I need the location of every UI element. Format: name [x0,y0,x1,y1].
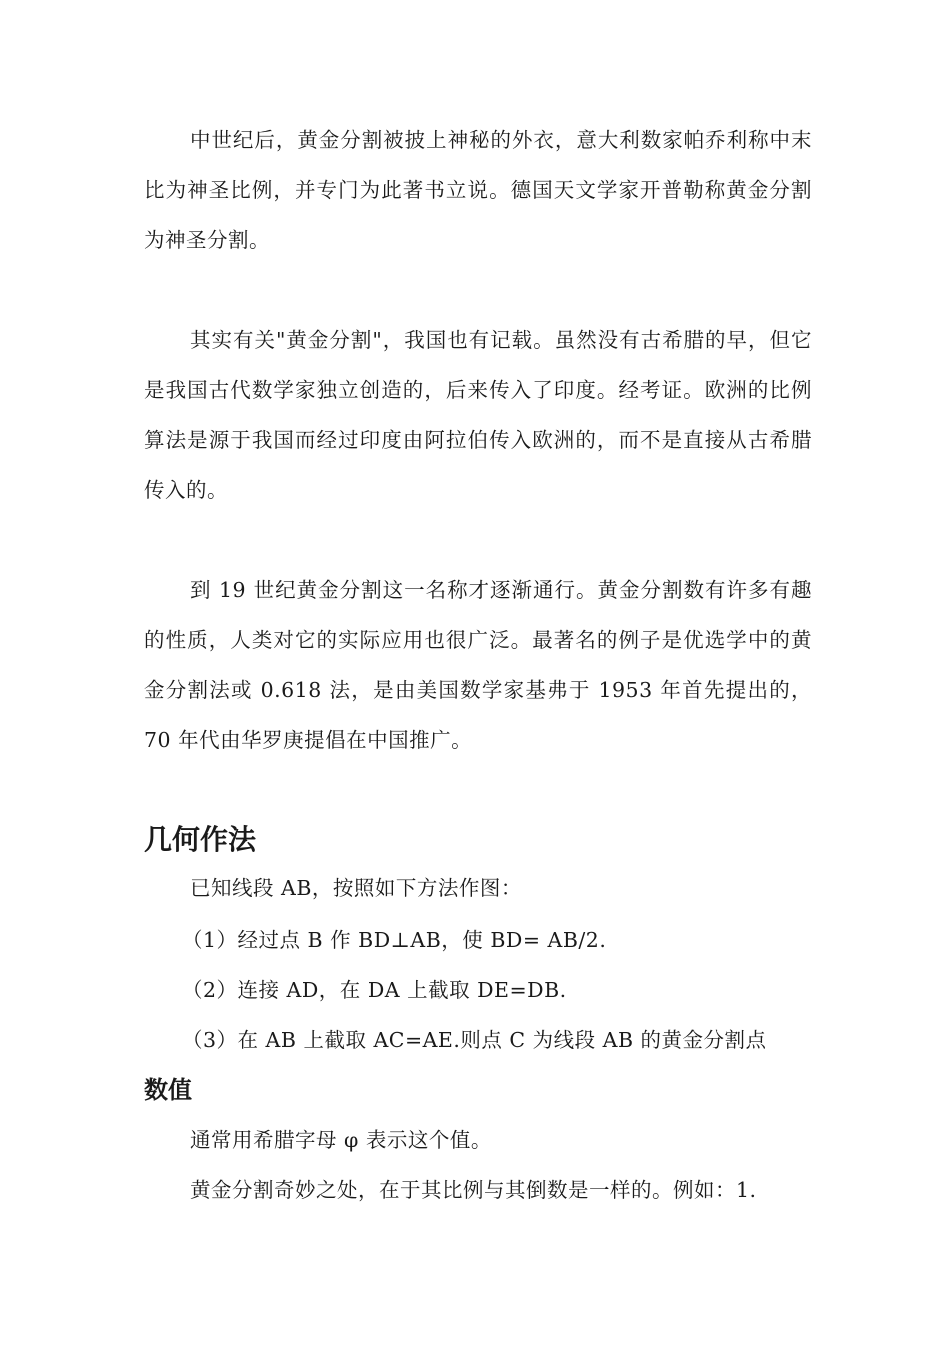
heading-value: 数值 [144,1076,192,1104]
paragraph-19th-century: 到 19 世纪黄金分割这一名称才逐渐通行。黄金分割数有许多有趣的性质，人类对它的实际应用也很广泛。最著名的例子是优选学中的黄金分割法或 0.618 法，是由美国数学家基弗于 1953 年首先提出的，70 年代由华罗庚提倡在中国推广。 [144,578,812,752]
geometry-step-3: （3）在 AB 上截取 AC=AE.则点 C 为线段 AB 的黄金分割点 [182,1028,767,1052]
value-line-1: 通常用希腊字母 φ 表示这个值。 [190,1128,492,1152]
value-line-2: 黄金分割奇妙之处，在于其比例与其倒数是一样的。例如：1. [190,1178,757,1202]
geometry-intro: 已知线段 AB，按照如下方法作图： [190,876,522,900]
paragraph-medieval: 中世纪后，黄金分割被披上神秘的外衣，意大利数家帕乔利称中末比为神圣比例，并专门为此著书立说。德国天文学家开普勒称黄金分割为神圣分割。 [144,128,812,252]
geometry-step-2: （2）连接 AD，在 DA 上截取 DE=DB. [182,978,567,1002]
geometry-step-1: （1）经过点 B 作 BD⊥AB，使 BD= AB/2. [182,928,607,952]
paragraph-china-record: 其实有关"黄金分割"，我国也有记载。虽然没有古希腊的早，但它是我国古代数学家独立创造的，后来传入了印度。经考证。欧洲的比例算法是源于我国而经过印度由阿拉伯传入欧洲的，而不是直接从古希腊传入的。 [144,328,812,502]
heading-geometry-construction: 几何作法 [144,823,257,856]
